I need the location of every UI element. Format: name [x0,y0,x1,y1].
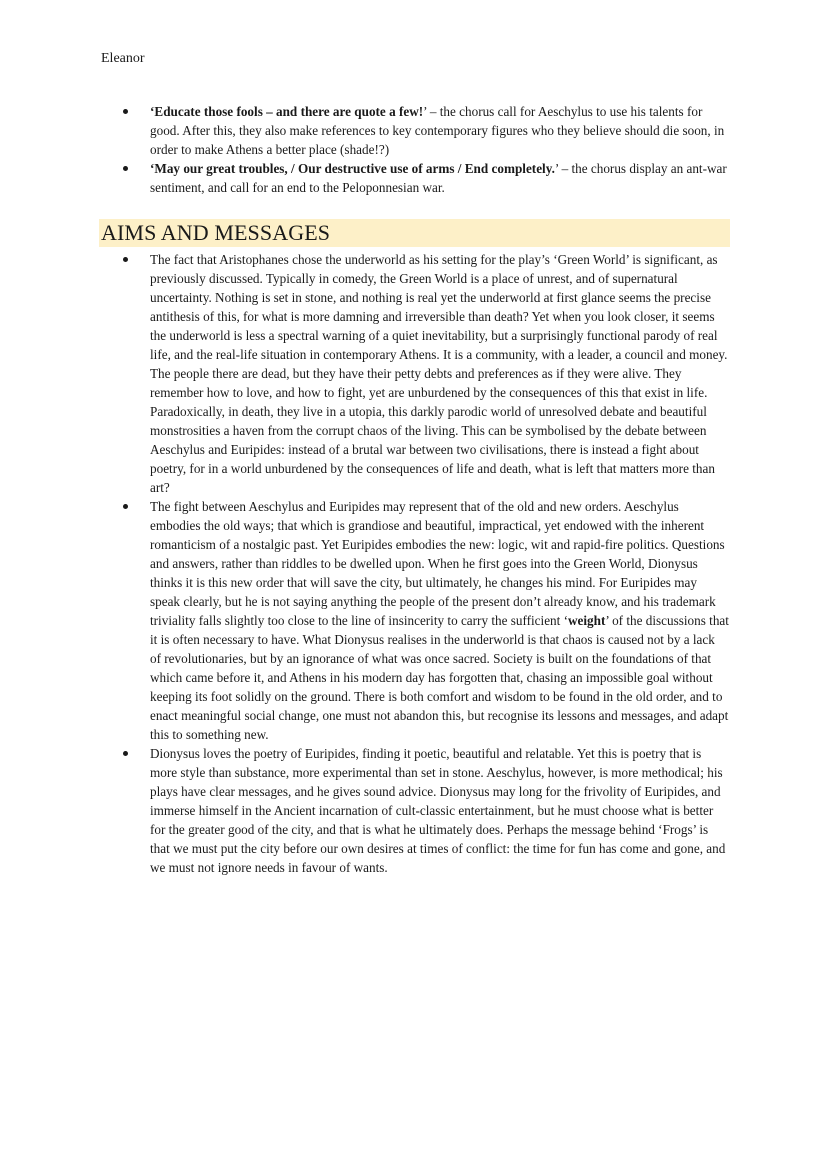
list-item [101,250,729,497]
quotes-list [101,102,729,197]
quote-bold: ‘May our great troubles, / Our destructive use of arms / End completely. [150,161,555,176]
bullet-icon [123,257,128,262]
list-item [101,744,729,877]
bullet-icon [123,166,128,171]
emphasis-weight: weight [568,613,606,628]
list-item [101,159,729,197]
quote-commentary: ’ – the chorus display an ant-war sentiment, and call for an end to the Peloponnesian war. [150,161,727,195]
aims-list [101,250,729,877]
paragraph-text: The fact that Aristophanes chose the underworld as his setting for the play’s ‘Green World’ is significant, as previously discussed. Typically in comedy, the Green World is a place of unrest, and of supernatural uncertainty. Nothing is set in stone, and nothing is real yet the underworld at first glance seems the precise antithesis of this, for what is more damning and irreversible than death? Yet when you look closer, it seems the underworld is less a spectral warning of a quiet inevitability, but a surprisingly functional parody of real life, and the real-life situation in contemporary Athens. It is a community, with a leader, a council and money. The people there are dead, but they have their petty debts and preferences as if they were alive. They remember how to love, and how to fight, yet are unburdened by the consequences of this that exist in life. Paradoxically, in death, they live in a utopia, this darkly parodic world of unresolved debate and beautiful monstrosities a haven from the corrupt chaos of the living. This can be symbolised by the debate between Aeschylus and Euripides: instead of a brutal war between two civilisations, there is instead a fight about poetry, for in a world unburdened by the consequences of life and death, what is left that matters more than art? [150,252,728,495]
quote-commentary: ’ – the chorus call for Aeschylus to use his talents for good. After this, they also make references to key contemporary figures who they believe should die soon, in order to make Athens a better place (shade!?) [150,104,725,157]
quote-bold: ‘Educate those fools – and there are quote a few! [150,104,424,119]
section-heading-aims: AIMS AND MESSAGES [99,219,730,247]
paragraph-text: ’ of the discussions that it is often necessary to have. What Dionysus realises in the underworld is that chaos is caused not by a lack of revolutionaries, but by an ignorance of what was once sacred. Society is built on the foundations of that which came before it, and Athens in his modern day has forgotten that, chasing an impossible goal without keeping its foot solidly on the ground. There is both comfort and wisdom to be found in the old order, and to enact meaningful social change, one must not abandon this, but recognise its lessons and messages, and adapt this to something new. [150,613,729,742]
list-item [101,497,729,744]
bullet-icon [123,504,128,509]
bullet-icon [123,751,128,756]
page-header-author: Eleanor [101,51,145,66]
bullet-icon [123,109,128,114]
paragraph-text: Dionysus loves the poetry of Euripides, finding it poetic, beautiful and relatable. Yet this is poetry that is more style than substance, more experimental than set in stone. Aeschylus, however, is more methodical; his plays have clear messages, and he gives sound advice. Dionysus may long for the frivolity of Euripides, and immerse himself in the Ancient incarnation of cult-classic entertainment, but he must choose what is better for the greater good of the city, and that is what he ultimately does. Perhaps the message behind ‘Frogs’ is that we must put the city before our own desires at times of conflict: the time for fun has come and gone, and we must not ignore needs in favour of wants. [150,746,726,875]
paragraph-text: The fight between Aeschylus and Euripides may represent that of the old and new orders. Aeschylus embodies the old ways; that which is grandiose and beautiful, impractical, yet endowed with the inherent romanticism of a nostalgic past. Yet Euripides embodies the new: logic, wit and rapid-fire politics. Questions and answers, rather than riddles to be dwelled upon. When he first goes into the Green World, Dionysus thinks it is this new order that will save the city, but ultimately, he changes his mind. For Euripides may speak clearly, but he is not saying anything the people of the present don’t already know, and his trademark triviality falls slightly too close to the line of insincerity to carry the sufficient ‘ [150,499,725,628]
list-item [101,102,729,159]
